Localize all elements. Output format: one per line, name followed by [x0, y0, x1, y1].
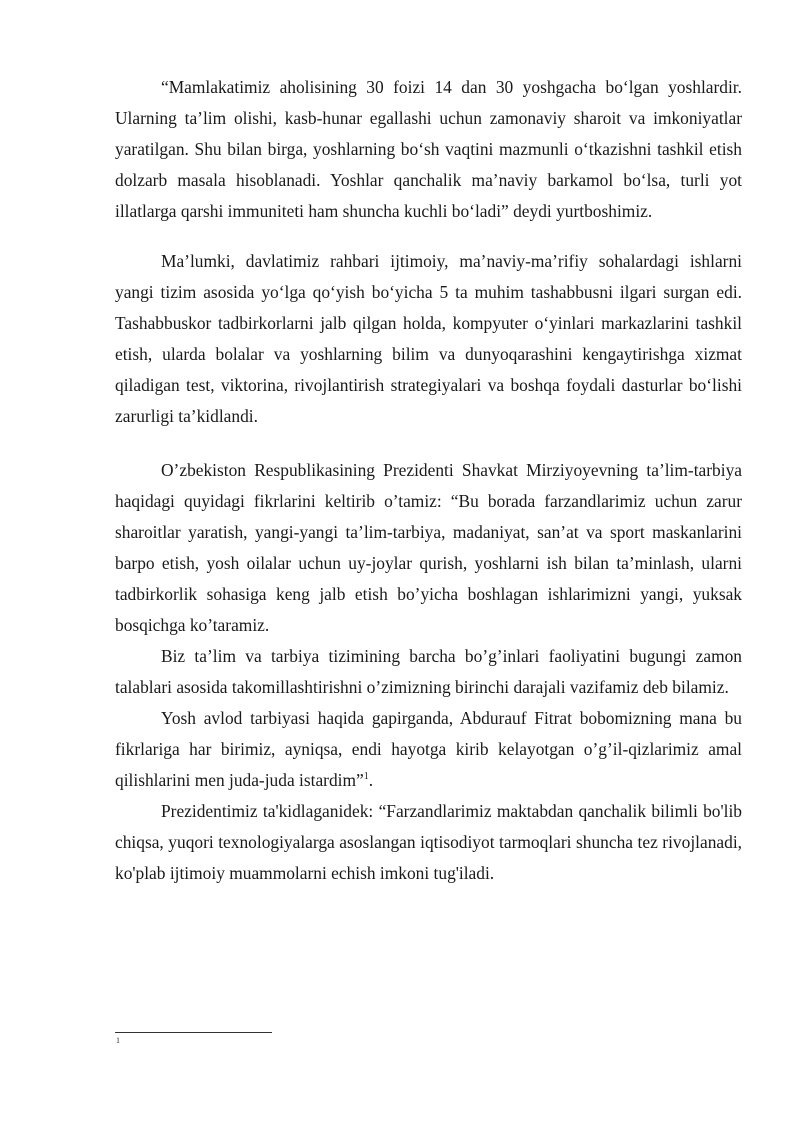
paragraph-youth-statistics: “Mamlakatimiz aholisining 30 foizi 14 dan 30 yoshgacha bo‘lgan yoshlardir. Ularning ta’lim olishi, kasb-hunar egallashi uchun zamonaviy sharoit va imkoniyatlar yaratilgan. Shu bilan birga, yoshlarning bo‘sh vaqtini mazmunli o‘tkazishni tashkil etish dolzarb masala hisoblanadi. Yoshlar qanchalik ma’naviy barkamol bo‘lsa, turli yot illatlarga qarshi immuniteti ham shuncha kuchli bo‘ladi” deydi yurtboshimiz. — [115, 77, 742, 221]
paragraph-fitrat-text: Yosh avlod tarbiyasi haqida gapirganda, Abdurauf Fitrat bobomizning mana bu fikrlariga har birimiz, ayniqsa, endi hayotga kirib kelayotgan o’g’il-qizlarimiz amal qilishlarini men juda-juda istardim” — [115, 708, 742, 790]
document-body — [115, 72, 742, 889]
paragraph-fitrat-period: . — [368, 770, 374, 790]
footnote-separator — [115, 1032, 272, 1033]
paragraph-fitrat-reference — [115, 703, 742, 796]
footnote-mark: 1 — [116, 1036, 120, 1045]
paragraph-president-quote: O’zbekiston Respublikasining Prezidenti Shavkat Mirziyoyevning ta’lim-tarbiya haqidagi quyidagi fikrlarini keltirib o’tamiz: “Bu borada farzandlarimiz uchun zarur sharoitlar yaratish, yangi-yangi ta’lim-tarbiya, madaniyat, san’at va sport maskanlarini barpo etish, yosh oilalar uchun uy-joylar qurish, yoshlarni ish bilan ta’minlash, ularni tadbirkorlik sohasiga keng jalb etish bo’yicha boshlagan ishlarimizni yangi, yuksak bosqichga ko’taramiz. — [115, 460, 742, 635]
paragraph-president-knowledge-quote: Prezidentimiz ta'kidlaganidek: “Farzandlarimiz maktabdan qanchalik bilimli bo'lib chiqsa, yuqori texnologiyalarga asoslangan iqtisodiyot tarmoqlari shuncha tez rivojlanadi, ko'plab ijtimoiy muammolarni echish imkoni tug'iladi. — [115, 801, 742, 883]
paragraph-education-system: Biz ta’lim va tarbiya tizimining barcha bo’g’inlari faoliyatini bugungi zamon talablari asosida takomillashtirishni o’zimizning birinchi darajali vazifamiz deb bilamiz. — [115, 646, 742, 697]
paragraph-president-initiatives: Ma’lumki, davlatimiz rahbari ijtimoiy, ma’naviy-ma’rifiy sohalardagi ishlarni yangi tizim asosida yo‘lga qo‘yish bo‘yicha 5 ta muhim tashabbusni ilgari surgan edi. Tashabbuskor tadbirkorlarni jalb qilgan holda, kompyuter o‘yinlari markazlarini tashkil etish, ularda bolalar va yoshlarning bilim va dunyoqarashini kengaytirishga xizmat qiladigan test, viktorina, rivojlantirish strategiyalari va boshqa foydali dasturlar bo‘lishi zarurligi ta’kidlandi. — [115, 251, 742, 426]
footnote-reference: 1 — [363, 771, 369, 783]
